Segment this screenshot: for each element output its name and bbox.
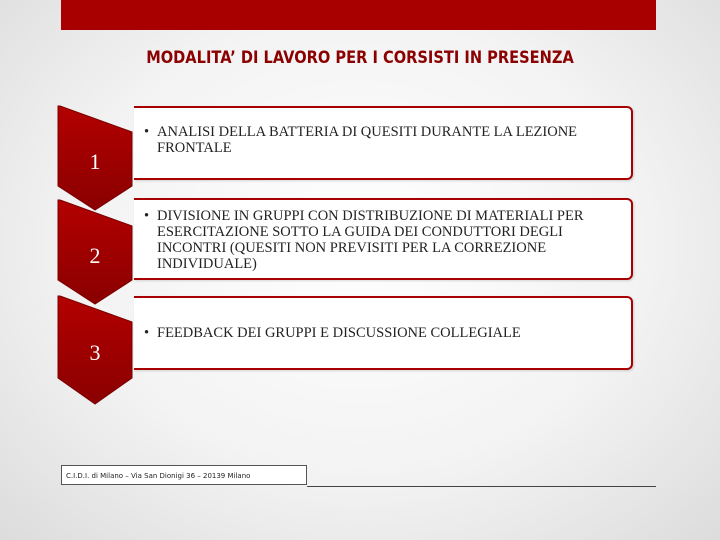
step-2-chevron	[56, 198, 134, 306]
step-3-chevron	[56, 294, 134, 402]
step-3-box	[134, 296, 633, 370]
bullet-icon: •	[144, 124, 150, 140]
step-3-number: 3	[89, 340, 101, 365]
step-1-text: ANALISI DELLA BATTERIA DI QUESITI DURANTE LA LEZIONE FRONTALE	[157, 124, 578, 156]
step-3-bullet	[144, 325, 627, 341]
footer-address: C.I.D.I. di Milano – Via San Dionigi 36 – 20139 Milano	[61, 465, 307, 485]
footer-divider	[307, 486, 656, 487]
slide-title: MODALITA’ DI LAVORO PER I CORSISTI IN PRESENZA	[146, 48, 574, 68]
step-1-box	[134, 106, 633, 180]
step-1-bullet	[144, 124, 627, 156]
step-1-chevron	[56, 104, 134, 212]
top-banner	[61, 0, 656, 30]
step-2-number: 2	[89, 243, 101, 268]
step-2-text: DIVISIONE IN GRUPPI CON DISTRIBUZIONE DI MATERIALI PER ESERCITAZIONE SOTTO LA GUIDA DEI CONDUTTORI DEGLI INCONTRI (QUESITI NON PREVISITI PER LA CORREZIONE INDIVIDUALE)	[157, 208, 584, 272]
step-3-text: FEEDBACK DEI GRUPPI E DISCUSSIONE COLLEGIALE	[157, 325, 521, 341]
step-2-bullet	[144, 208, 627, 272]
bullet-icon: •	[144, 325, 150, 341]
step-2-box	[134, 198, 633, 280]
bullet-icon: •	[144, 208, 150, 224]
step-1-number: 1	[89, 149, 101, 174]
